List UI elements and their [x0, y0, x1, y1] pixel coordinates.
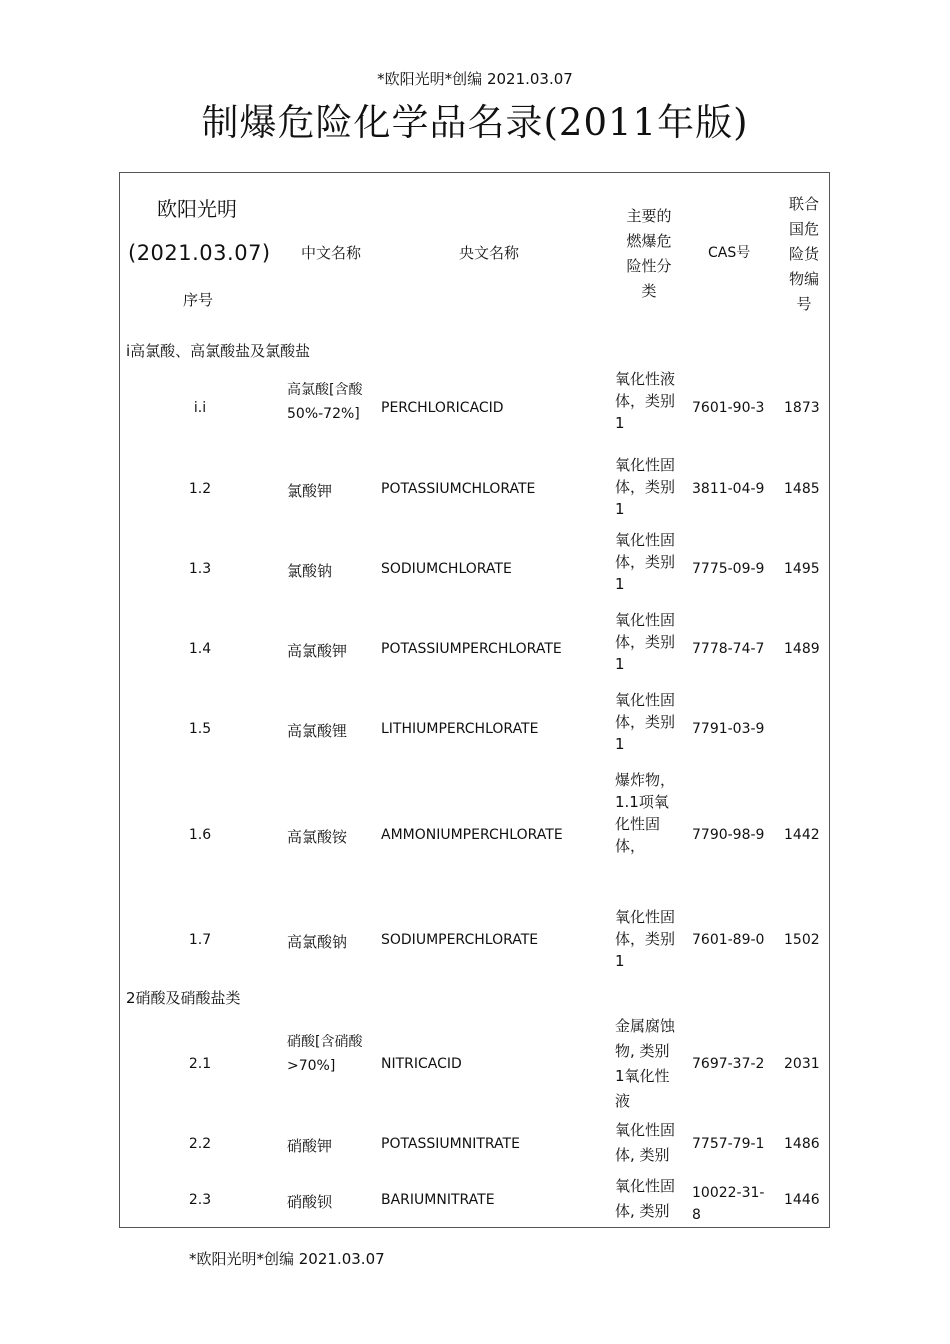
header-note: *欧阳光明*创编 2021.03.07 — [377, 70, 573, 88]
row-cas: 7601-90-3 — [692, 400, 765, 416]
footer-note: *欧阳光明*创编 2021.03.07 — [189, 1250, 385, 1268]
row-en-name: BARIUMNITRATE — [381, 1192, 495, 1208]
row-en-name: POTASSIUMPERCHLORATE — [381, 641, 562, 657]
row-cn-name: 高氯酸[含酸50%-72%] — [287, 382, 363, 422]
row-seq: 1.6 — [188, 827, 212, 843]
row-seq: 1.2 — [188, 481, 212, 497]
row-hazard: 氧化性固体，类别1 — [615, 456, 676, 518]
row-hazard: 氧化性固体, 类别 — [615, 1121, 676, 1164]
header-cas: CAS号 — [708, 245, 751, 261]
row-un: 1489 — [784, 641, 820, 657]
row-un: 1495 — [784, 561, 820, 577]
row-cas: 7775-09-9 — [692, 561, 765, 577]
row-en-name: POTASSIUMNITRATE — [381, 1136, 520, 1152]
document-title: 制爆危险化学品名录(2011年版) — [201, 101, 749, 144]
row-en-name: SODIUMCHLORATE — [381, 561, 512, 577]
row-cn-name: 氯酸钾 — [287, 482, 333, 500]
header-en-name: 央文名称 — [459, 244, 520, 262]
row-hazard: 氧化性固体，类别1 — [615, 691, 676, 753]
row-cn-name: 硝酸钡 — [287, 1193, 333, 1211]
header-un: 联合国危险货物编号 — [788, 195, 819, 313]
row-cas: 10022-31-8 — [692, 1185, 765, 1223]
row-cas: 3811-04-9 — [692, 481, 765, 497]
row-hazard: 氧化性固体，类别1 — [615, 531, 676, 593]
header-author: 欧阳光明 — [157, 197, 237, 221]
row-un: 1446 — [784, 1192, 820, 1208]
row-hazard: 爆炸物，1.1项氧化性固体， — [615, 771, 676, 855]
row-cas: 7601-89-0 — [692, 932, 765, 948]
row-en-name: POTASSIUMCHLORATE — [381, 481, 536, 497]
row-en-name: NITRICACID — [381, 1056, 462, 1072]
row-seq: 1.7 — [188, 932, 212, 948]
row-cas: 7697-37-2 — [692, 1056, 765, 1072]
row-seq: 1.4 — [188, 641, 212, 657]
header-hazard: 主要的燃爆危险性分类 — [626, 207, 672, 300]
row-cn-name: 硝酸钾 — [287, 1137, 333, 1155]
row-hazard: 氧化性液体，类别1 — [615, 370, 676, 432]
row-un: 1502 — [784, 932, 820, 948]
row-seq: 1.5 — [188, 721, 212, 737]
section-title: i高氯酸、高氯酸盐及氯酸盐 — [126, 342, 311, 360]
row-cn-name: 高氯酸锂 — [287, 722, 348, 740]
row-un: 1873 — [784, 400, 820, 416]
row-hazard: 金属腐蚀物, 类别1氧化性液 — [615, 1017, 676, 1110]
row-un: 1442 — [784, 827, 820, 843]
row-cas: 7791-03-9 — [692, 721, 765, 737]
row-hazard: 氧化性固体，类别1 — [615, 908, 676, 970]
row-en-name: LITHIUMPERCHLORATE — [381, 721, 539, 737]
row-seq: 2.2 — [188, 1136, 212, 1152]
header-date: (2021.03.07) — [128, 241, 271, 265]
row-hazard: 氧化性固体, 类别 — [615, 1177, 676, 1220]
row-cn-name: 硝酸[含硝酸>70%] — [287, 1034, 363, 1074]
row-cn-name: 高氯酸铵 — [287, 828, 348, 846]
row-en-name: AMMONIUMPERCHLORATE — [381, 827, 563, 843]
row-cas: 7778-74-7 — [692, 641, 765, 657]
row-cn-name: 高氯酸钠 — [287, 933, 348, 951]
row-en-name: PERCHLORICACID — [381, 400, 504, 416]
row-cn-name: 高氯酸钾 — [287, 642, 348, 660]
row-seq: 2.3 — [188, 1192, 212, 1208]
row-seq: 2.1 — [188, 1056, 212, 1072]
header-cn-name: 中文名称 — [301, 244, 362, 262]
row-un: 1485 — [784, 481, 820, 497]
section-title: 2硝酸及硝酸盐类 — [126, 989, 241, 1007]
row-un: 1486 — [784, 1136, 820, 1152]
row-un: 2031 — [784, 1056, 820, 1072]
row-cas: 7790-98-9 — [692, 827, 765, 843]
row-cn-name: 氯酸钠 — [287, 562, 333, 580]
row-seq: i.i — [193, 400, 207, 416]
header-seq: 序号 — [183, 291, 214, 309]
row-seq: 1.3 — [188, 561, 212, 577]
row-cas: 7757-79-1 — [692, 1136, 765, 1152]
row-hazard: 氧化性固体，类别1 — [615, 611, 676, 673]
row-en-name: SODIUMPERCHLORATE — [381, 932, 539, 948]
